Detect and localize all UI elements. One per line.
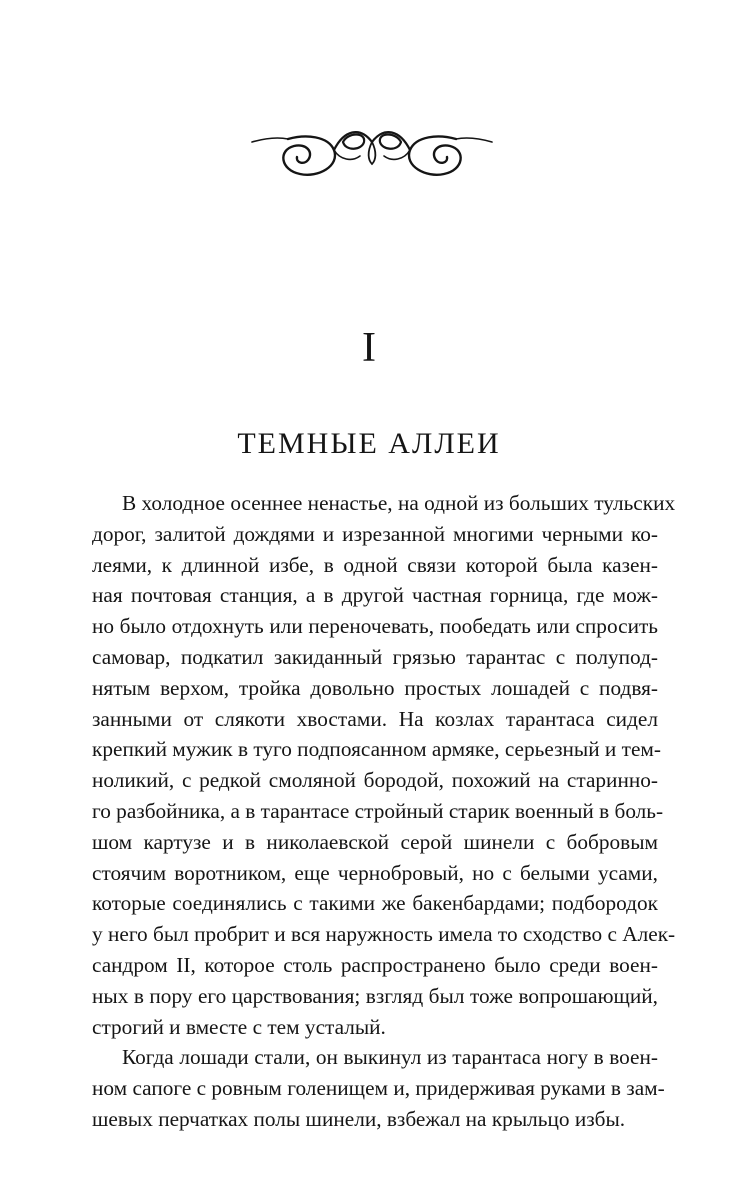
flourish-ornament-icon xyxy=(248,120,496,184)
paragraph xyxy=(92,1042,665,1134)
text-line: строгий и вместе с тем усталый. xyxy=(92,1014,386,1039)
chapter-number: I xyxy=(362,325,376,371)
text-line: ноликий, с редкой смоляной бородой, похожий на старинно- xyxy=(92,768,658,793)
text-line: дорог, залитой дождями и изрезанной многими черными ко- xyxy=(92,521,658,546)
text-line: ных в пору его царствования; взгляд был тоже вопрошающий, xyxy=(92,983,658,1008)
text-line: у него был пробрит и вся наружность имела то сходство с Алек- xyxy=(92,922,676,947)
paragraph xyxy=(92,488,676,1042)
text-line: которые соединялись с такими же бакенбардами; подбородок xyxy=(92,891,658,916)
text-line: занными от слякоти хвостами. На козлах тарантаса сидел xyxy=(92,706,658,731)
chapter-text xyxy=(92,488,676,1135)
text-line: стоячим воротником, еще чернобровый, но с белыми усами, xyxy=(92,860,658,885)
chapter-title: ТЕМНЫЕ АЛЛЕИ xyxy=(237,427,501,460)
text-line: сандром II, которое столь распространено было среди воен- xyxy=(92,952,658,977)
text-line: леями, к длинной избе, в одной связи которой была казен- xyxy=(92,552,658,577)
text-line: шевых перчатках полы шинели, взбежал на крыльцо избы. xyxy=(92,1106,626,1131)
text-line: самовар, подкатил закиданный грязью тарантас с полупод- xyxy=(92,644,658,669)
text-line: В холодное осеннее ненастье, на одной из больших тульских xyxy=(122,491,676,515)
text-line: шом картузе и в николаевской серой шинели с бобровым xyxy=(92,829,658,854)
text-line: ная почтовая станция, а в другой частная горница, где мож- xyxy=(92,583,658,608)
text-line: нятым верхом, тройка довольно простых лошадей с подвя- xyxy=(92,675,658,700)
text-line: но было отдохнуть или переночевать, пообедать или спросить xyxy=(92,614,658,639)
text-line: Когда лошади стали, он выкинул из тарантаса ногу в воен- xyxy=(122,1045,658,1070)
text-line: ном сапоге с ровным голенищем и, придерживая руками в зам- xyxy=(92,1076,665,1101)
text-line: го разбойника, а в тарантасе стройный старик военный в боль- xyxy=(92,798,664,823)
text-line: крепкий мужик в туго подпоясанном армяке, серьезный и тем- xyxy=(92,737,661,762)
